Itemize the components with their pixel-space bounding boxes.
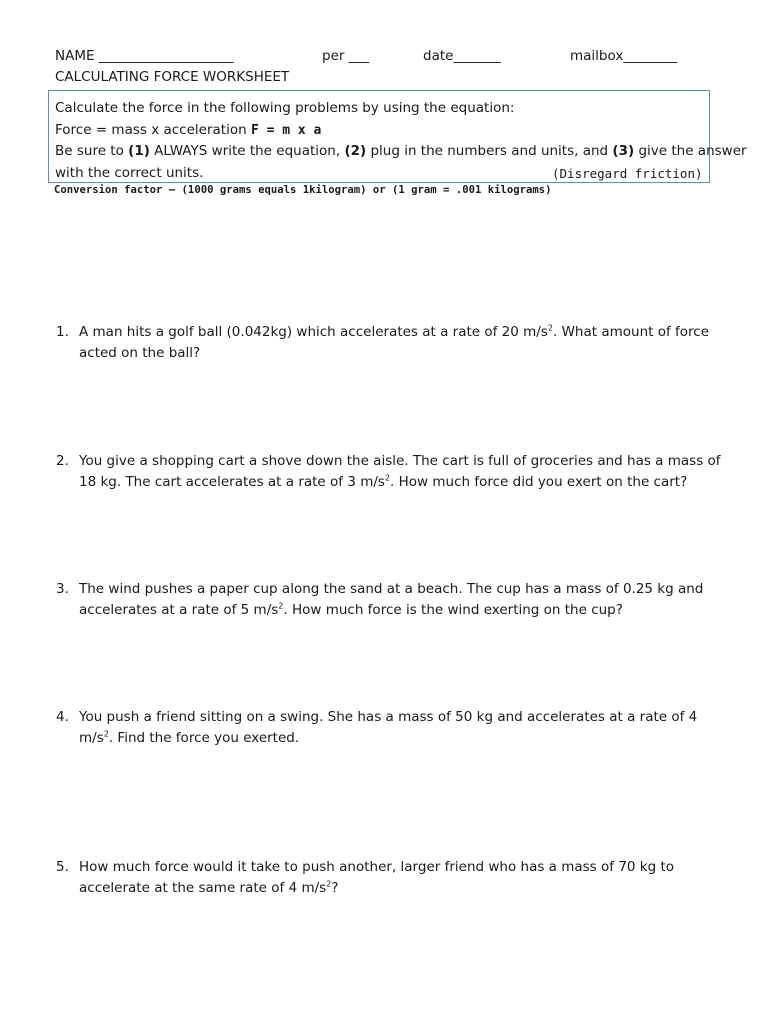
mailbox-field-label: mailbox________ bbox=[570, 48, 678, 64]
instruction-text: give the answer bbox=[634, 143, 747, 159]
instructions-box bbox=[48, 90, 747, 183]
question-text: You give a shopping cart a shove down the aisle. The cart is full of groceries and has a mass of 18 kg. The cart accelerates at a rate of 3 $m/s^2$. How much force did you exert on the cart? bbox=[79, 453, 721, 490]
worksheet-title: CALCULATING FORCE WORKSHEET bbox=[55, 69, 290, 85]
question-4 bbox=[56, 707, 726, 749]
question-number: 1. bbox=[56, 324, 69, 340]
instruction-line-4 bbox=[55, 163, 709, 185]
question-text: A man hits a golf ball (0.042kg) which accelerates at a rate of 20 $m/s^2$. What amount of force acted on the ball? bbox=[79, 323, 710, 361]
instruction-line-2 bbox=[55, 120, 709, 142]
instruction-text: plug in the numbers and units, and bbox=[366, 143, 613, 159]
question-3 bbox=[56, 579, 726, 621]
instruction-text: Be sure to bbox=[55, 143, 129, 159]
force-formula: F = m x a bbox=[250, 122, 322, 138]
conversion-factor-note: Conversion factor – (1000 grams equals 1kilogram) or (1 gram = .001 kilograms) bbox=[54, 184, 552, 196]
question-number: 4. bbox=[56, 709, 69, 725]
instruction-text: ALWAYS write the equation, bbox=[149, 143, 345, 159]
instruction-text: with the correct units. bbox=[55, 164, 204, 181]
question-number: 3. bbox=[56, 581, 69, 597]
question-2 bbox=[56, 451, 726, 493]
friction-note: (Disregard friction) bbox=[552, 165, 703, 181]
step-2-marker: (2) bbox=[344, 143, 367, 159]
question-text: The wind pushes a paper cup along the sand at a beach. The cup has a mass of 0.25 kg and accelerates at a rate of 5 $m/s^2$. How much force is the wind exerting on the cup? bbox=[79, 581, 704, 618]
period-field-label: per ___ bbox=[322, 48, 369, 64]
equation-text: Force = mass x acceleration bbox=[55, 121, 251, 138]
question-number: 5. bbox=[56, 859, 69, 875]
question-text: How much force would it take to push another, larger friend who has a mass of 70 kg to accelerate at the same rate of 4 $m/s^2$? bbox=[79, 859, 675, 896]
instruction-line-1: Calculate the force in the following problems by using the equation: bbox=[55, 100, 515, 116]
instruction-line-3 bbox=[55, 141, 747, 163]
question-number: 2. bbox=[56, 453, 69, 469]
question-5 bbox=[56, 857, 726, 899]
step-3-marker: (3) bbox=[612, 143, 635, 159]
date-field-label: date_______ bbox=[423, 48, 501, 64]
step-1-marker: (1) bbox=[128, 143, 150, 159]
question-text: You push a friend sitting on a swing. She has a mass of 50 kg and accelerates at a rate of 4 $m/s^2$. Find the force you exerted. bbox=[79, 709, 698, 746]
name-field-label: NAME ____________________ bbox=[55, 48, 234, 64]
question-1 bbox=[56, 322, 726, 364]
